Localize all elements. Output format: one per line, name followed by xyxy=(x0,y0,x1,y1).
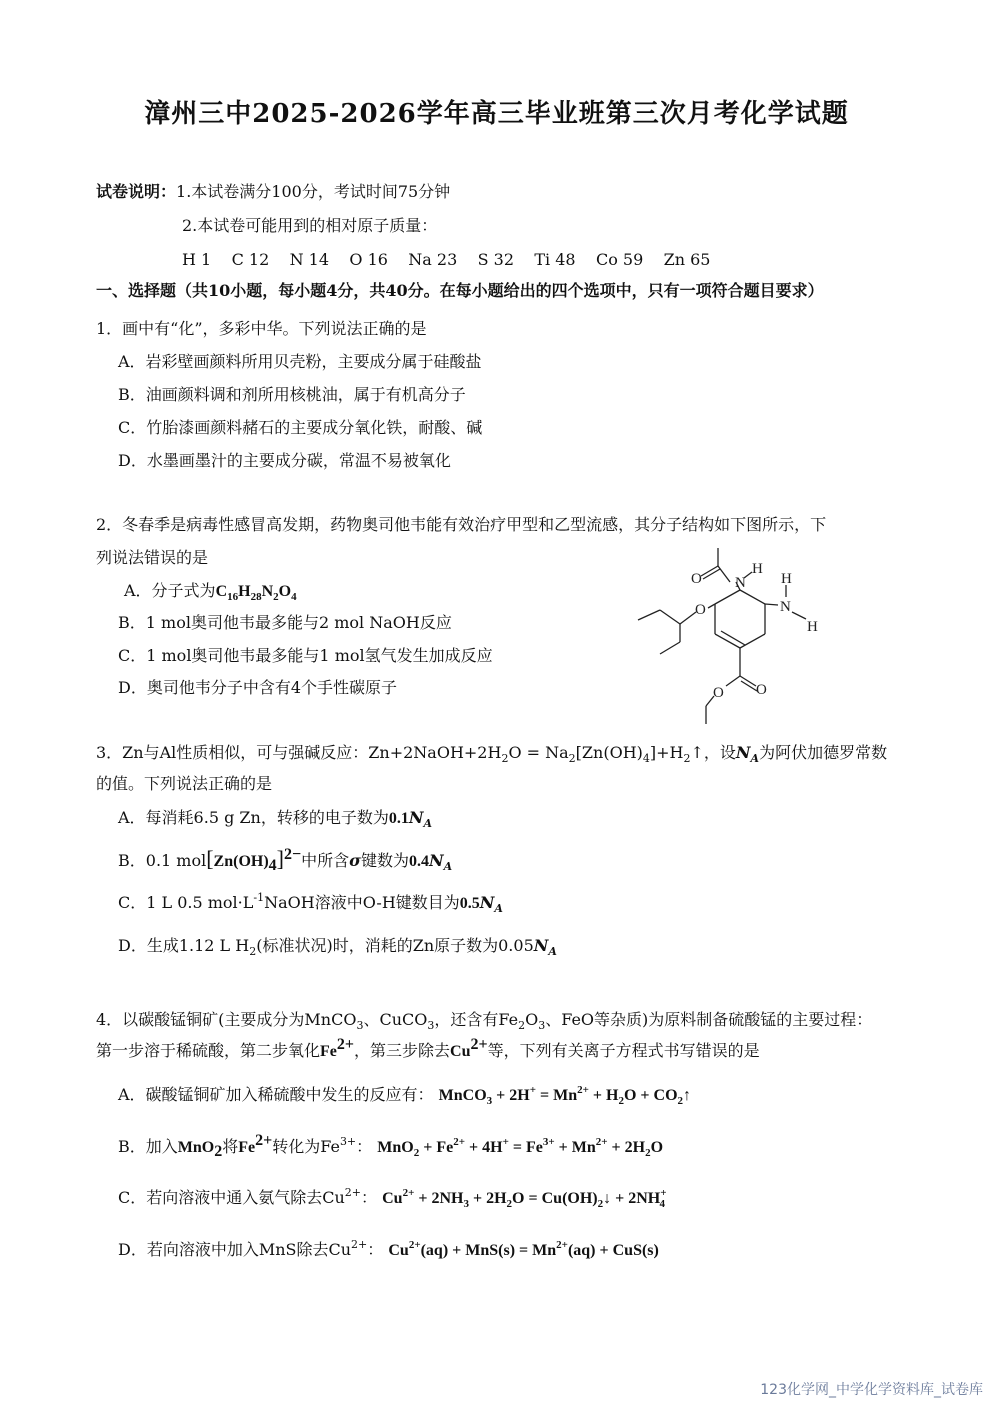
q2-option-b: B．1 mol奥司他韦最多能与2 mol NaOH反应 xyxy=(118,613,452,632)
q1-stem: 1．画中有“化”，多彩中华。下列说法正确的是 xyxy=(96,319,427,338)
page-title: 漳州三中2025-2026学年高三毕业班第三次月考化学试题 xyxy=(144,99,849,129)
amide-h-label: H xyxy=(752,561,763,577)
q4-b-equation: $MnO_2 + Fe^{2+} + 4H^+ = Fe^{3+} + Mn^{2+} + 2H_2O$ xyxy=(377,1136,664,1159)
notes-line2: 2.本试卷可能用到的相对原子质量： xyxy=(182,216,438,235)
q2-stem-line1: 2．冬春季是病毒性感冒高发期，药物奥司他韦能有效治疗甲型和乙型流感，其分子结构如下图所示，下 xyxy=(96,515,827,534)
q1-option-d: D．水墨画墨汁的主要成分碳，常温不易被氧化 xyxy=(118,451,451,470)
ester-o-label: O xyxy=(713,685,724,701)
amine-h1-label: H xyxy=(781,571,792,587)
q1-option-a: A．岩彩壁画颜料所用贝壳粉，主要成分属于硅酸盐 xyxy=(118,352,482,371)
notes-line1: 1.本试卷满分100分，考试时间75分钟 xyxy=(176,182,451,201)
molecular-formula: $C_{16}H_{28}N_2O_4$ xyxy=(215,583,297,603)
section-heading: 一、选择题（共10小题，每小题4分，共40分。在每小题给出的四个选项中，只有一项符合题目要求） xyxy=(96,281,824,300)
q4-stem-line2: 第一步溶于稀硫酸，第二步氧化$Fe^{2+}$，第三步除去$Cu^{2+}$等，下列有关离子方程式书写错误的是 xyxy=(96,1036,760,1060)
q4-c-equation: $Cu^{2+} + 2NH_3 + 2H_2O$ = $Cu(OH)_2↓ + 2NH^+_4$ xyxy=(382,1187,667,1210)
q4-option-d: D．若向溶液中加入MnS除去$Cu^{2+}$： $Cu^{2+}(aq) + MnS(s) = Mn^{2+}(aq) + CuS(s)$ xyxy=(118,1238,659,1259)
q3-option-c: C．1 L 0.5 $mol\cdot L^{-1}NaOH$溶液中O-H键数目为$0.5N_A$ xyxy=(118,891,503,915)
q4-option-b: B．加入MnO$_2$将$Fe^{2+}$转化为$Fe^{3+}$： $MnO_2 + Fe^{2+} + 4H^+ = Fe^{3+} + Mn^{2+} + 2H_2O$ xyxy=(118,1132,664,1160)
q4-d-equation: $Cu^{2+}(aq) + MnS(s) = Mn^{2+}(aq) + CuS(s)$ xyxy=(388,1239,659,1259)
amine-h2-label: H xyxy=(807,619,818,635)
q4-a-equation: MnCO$_3$ + $2H^+ = Mn^{2+} + H_2O$ + $CO_2↑$ xyxy=(438,1084,692,1107)
footer-watermark: 123化学网_中学化学资料库_试卷库 xyxy=(760,1382,983,1398)
amide-n-label: N xyxy=(735,575,746,591)
q3-option-b: B．0.1 $mol[Zn(OH)_4]^{2-}$中所含σ键数为$0.4N_A$ xyxy=(118,846,453,874)
q2-option-d: D．奥司他韦分子中含有4个手性碳原子 xyxy=(118,678,398,697)
avogadro-symbol: $N_A$ xyxy=(735,743,760,765)
q3-option-a: A．每消耗6.5 g Zn，转移的电子数为$0.1N_A$ xyxy=(118,808,433,830)
q2-option-c: C．1 mol奥司他韦最多能与1 mol氢气发生加成反应 xyxy=(118,646,493,665)
oseltamivir-structure xyxy=(630,540,840,740)
q3-stem-line1: 3．Zn与Al性质相似，可与强碱反应：$Zn+2NaOH+2H_2O$ = $Na_2[Zn(OH)_4]+H_2↑$，设$N_A$为阿伏加德罗常数 xyxy=(96,743,888,765)
amine-n-label: N xyxy=(780,599,791,615)
q2-stem-line2: 列说法错误的是 xyxy=(96,548,209,567)
atomic-masses: H 1 C 12 N 14 O 16 Na 23 S 32 Ti 48 Co 59 Zn 65 xyxy=(182,250,711,269)
ester-carbonyl-o-label: O xyxy=(756,682,767,698)
q1-option-b: B．油画颜料调和剂所用核桃油，属于有机高分子 xyxy=(118,385,466,404)
q4-option-c: C．若向溶液中通入氨气除去$Cu^{2+}$： $Cu^{2+} + 2NH_3 + 2H_2O$ = $Cu(OH)_2↓ + 2NH^+_4$ xyxy=(118,1186,667,1210)
q3-stem-line2: 的值。下列说法正确的是 xyxy=(96,774,273,793)
q1-option-c: C．竹胎漆画颜料赭石的主要成分氧化铁，耐酸、碱 xyxy=(118,418,483,437)
q2-option-a xyxy=(124,581,297,602)
q4-option-a: A．碳酸锰铜矿加入稀硫酸中发生的反应有： MnCO$_3$ + $2H^+ = Mn^{2+} + H_2O$ + $CO_2↑$ xyxy=(118,1084,692,1107)
q4-stem-line1: 4．以碳酸锰铜矿(主要成分为MnCO$_3$、CuCO$_3$，还含有$Fe_2O_3$、FeO等杂质)为原料制备硫酸锰的主要过程： xyxy=(96,1010,873,1032)
exam-notes xyxy=(96,182,450,202)
notes-label: 试卷说明： xyxy=(96,182,177,201)
q2-a-prefix: A．分子式为 xyxy=(124,581,216,600)
carbonyl-o-label: O xyxy=(691,571,702,587)
ether-o-label: O xyxy=(695,602,706,618)
q3-option-d: D．生成1.12 L $H_2$(标准状况)时，消耗的Zn原子数为$0.05N_A$ xyxy=(118,936,557,958)
